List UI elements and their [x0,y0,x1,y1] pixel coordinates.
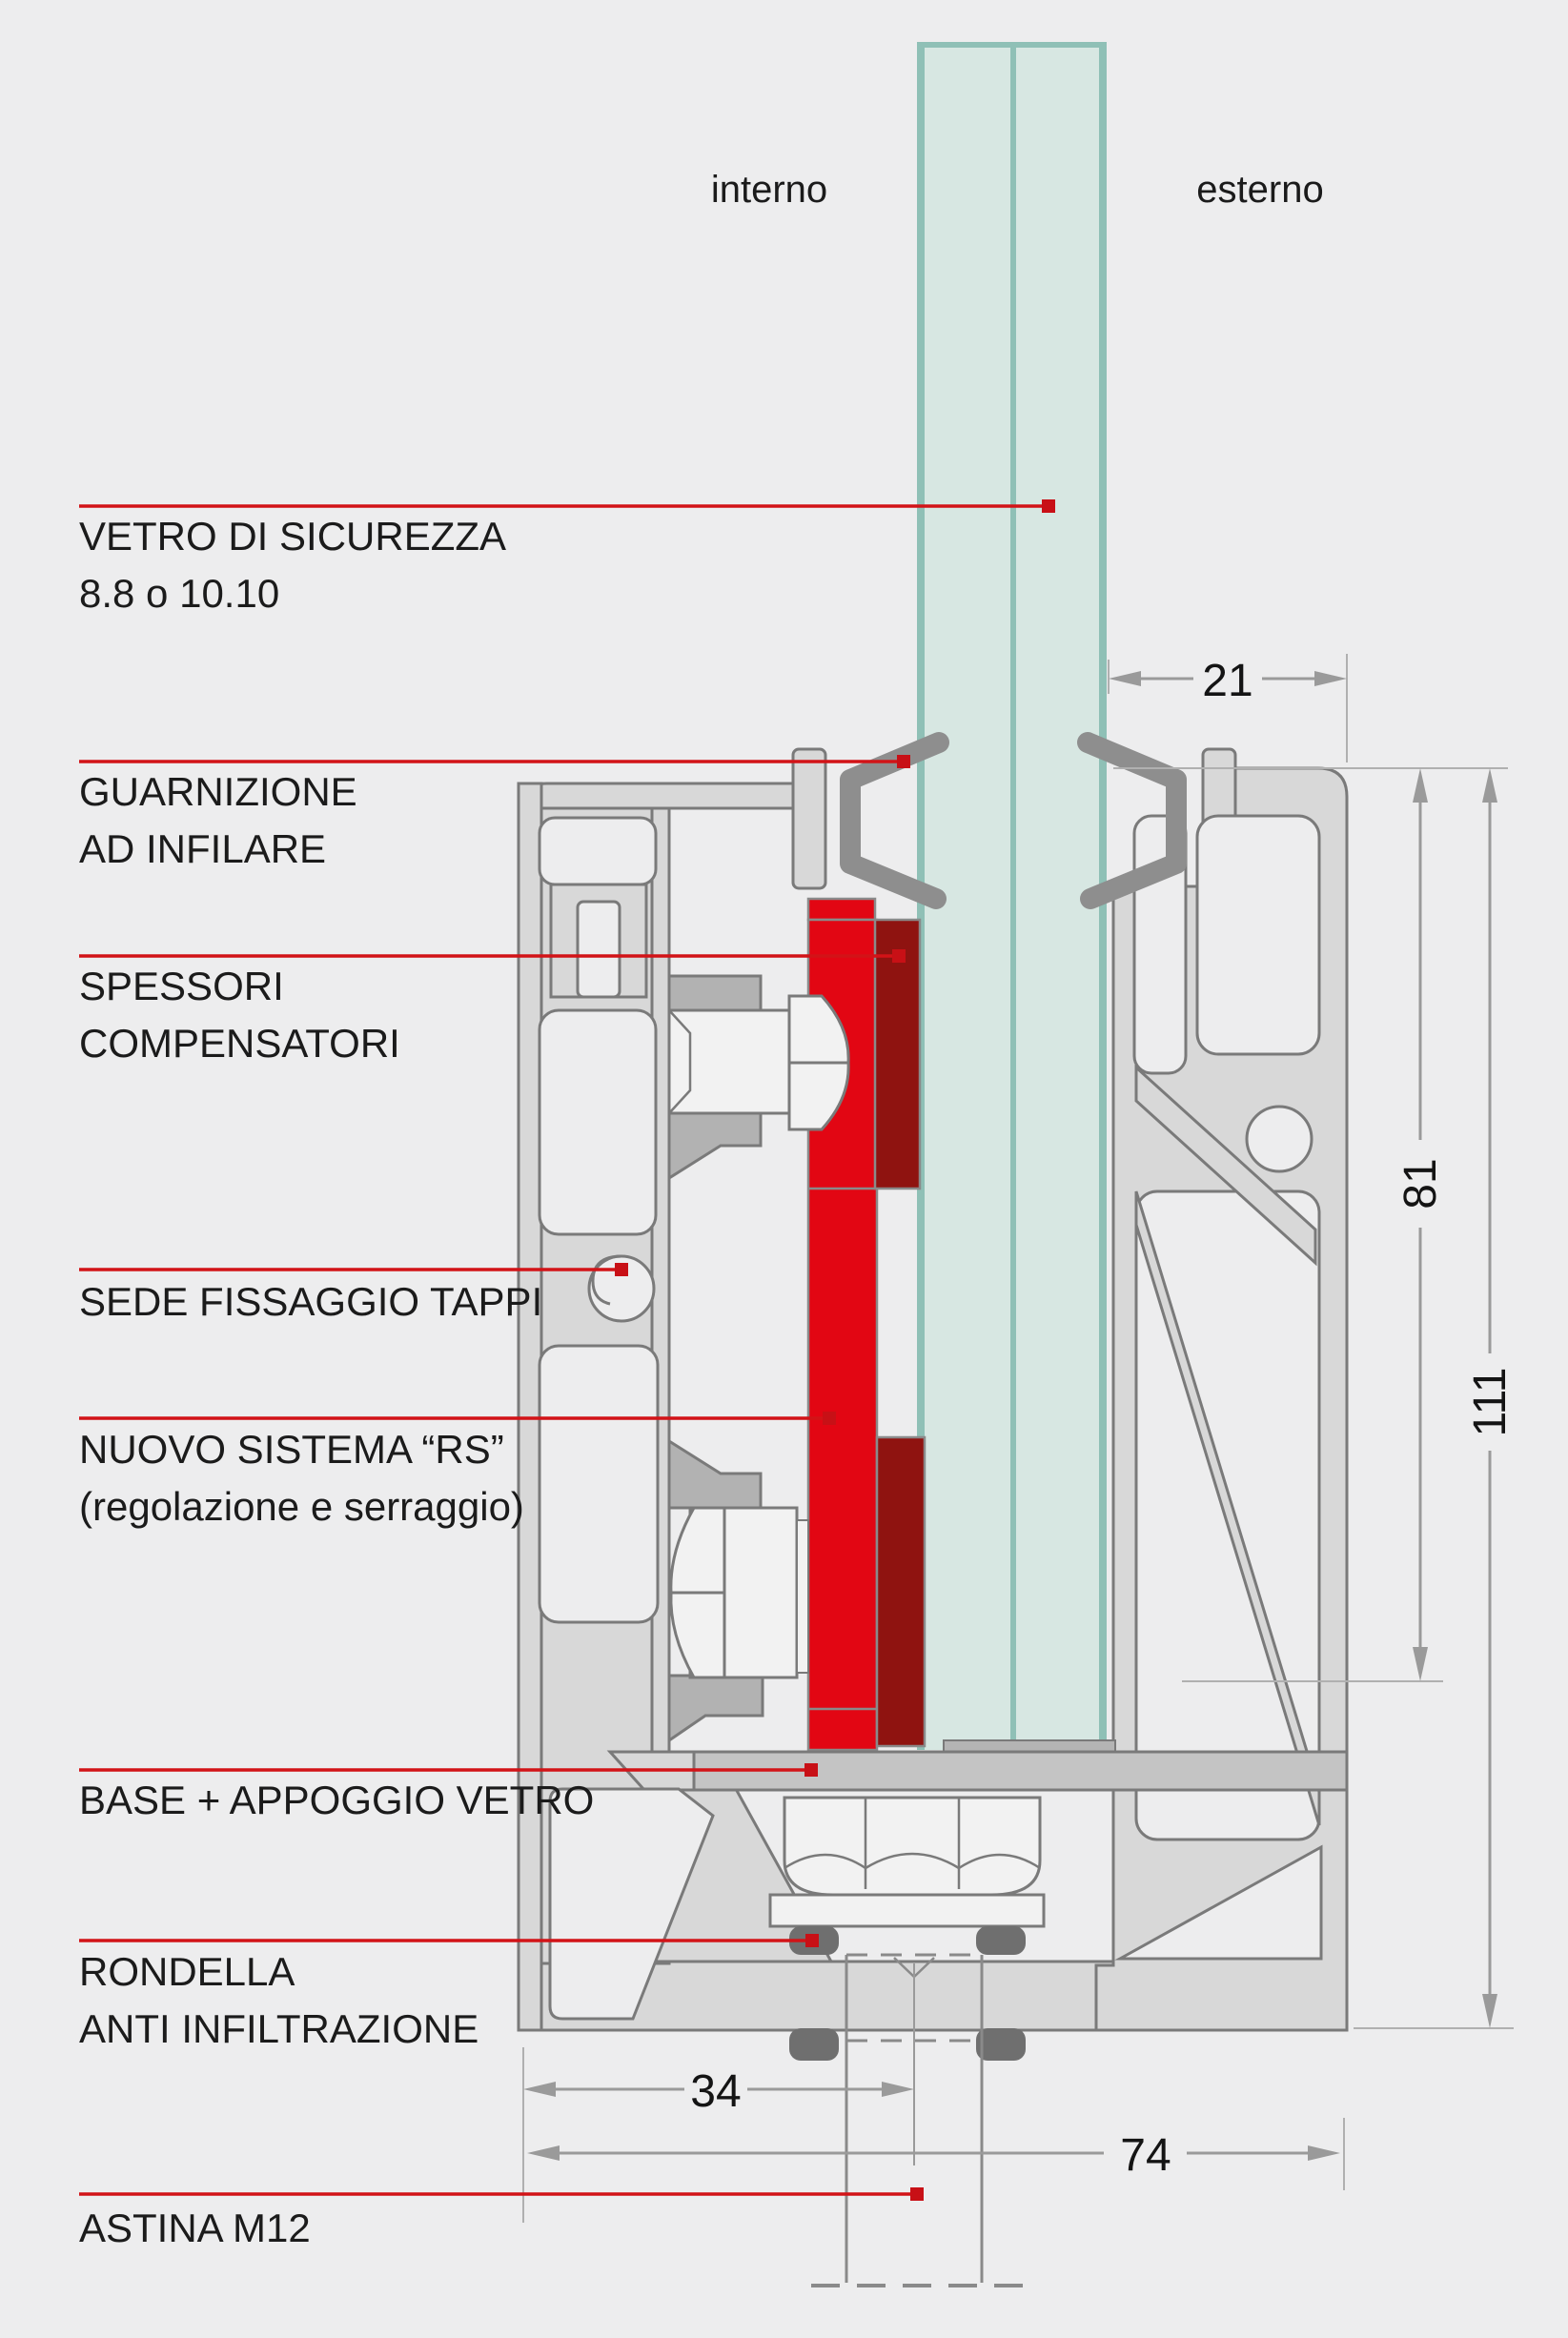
cap-fixing-seat-right [1247,1107,1312,1171]
anti-infiltration-washer [976,2028,1026,2061]
dim-value-81: 81 [1395,1158,1446,1210]
label-base: BASE + APPOGGIO VETRO [79,1778,595,1822]
dim-value-74: 74 [1120,2130,1171,2181]
anti-infiltration-washer [976,1926,1026,1955]
screw-slot [578,902,620,997]
leader-dot [615,1263,628,1276]
pressure-strip [797,1520,808,1673]
leader-dot [805,1934,819,1947]
label-vetro-1: VETRO DI SICUREZZA [79,514,507,559]
label-astina: ASTINA M12 [79,2206,311,2250]
cavity [540,1346,658,1622]
label-sede: SEDE FISSAGGIO TAPPI [79,1279,543,1324]
label-nuovo-1: NUOVO SISTEMA “RS” [79,1427,504,1472]
label-vetro-2: 8.8 o 10.10 [79,571,280,616]
glass-panel [918,42,1107,1750]
cavity [540,818,656,884]
hex-nut [784,1798,1040,1895]
leader-dot [1042,499,1055,513]
dim-value-21: 21 [1202,656,1253,706]
anti-infiltration-washer [789,2028,839,2061]
cavity [1197,816,1319,1054]
washer-plate [770,1895,1044,1926]
glass-support-pad [944,1740,1115,1752]
bolt-head-upper [669,1010,789,1113]
label-guarnizione-2: AD INFILARE [79,826,327,871]
leader-dot [892,949,906,963]
compensating-spacer-lower [877,1437,925,1746]
leader-dot [897,755,910,768]
label-spessori-2: COMPENSATORI [79,1021,400,1066]
serration-plate [669,976,761,1012]
label-guarnizione-1: GUARNIZIONE [79,769,357,814]
dim-value-34: 34 [690,2066,742,2117]
leader-dot [804,1763,818,1777]
profile-left-wall-body [519,783,541,2030]
zone-label-interno: interno [710,169,828,211]
cavity [540,1010,656,1234]
zone-label-esterno: esterno [1196,169,1324,211]
label-rondella-1: RONDELLA [79,1949,295,1994]
leader-dot [823,1412,836,1425]
label-spessori-1: SPESSORI [79,964,284,1008]
clamp-bar-top [808,899,875,920]
leader-dot [910,2187,924,2201]
label-nuovo-2: (regolazione e serraggio) [79,1484,524,1529]
gasket-jaw-left [793,749,825,888]
label-rondella-2: ANTI INFILTRAZIONE [79,2006,479,2051]
dim-value-111: 111 [1465,1367,1516,1437]
